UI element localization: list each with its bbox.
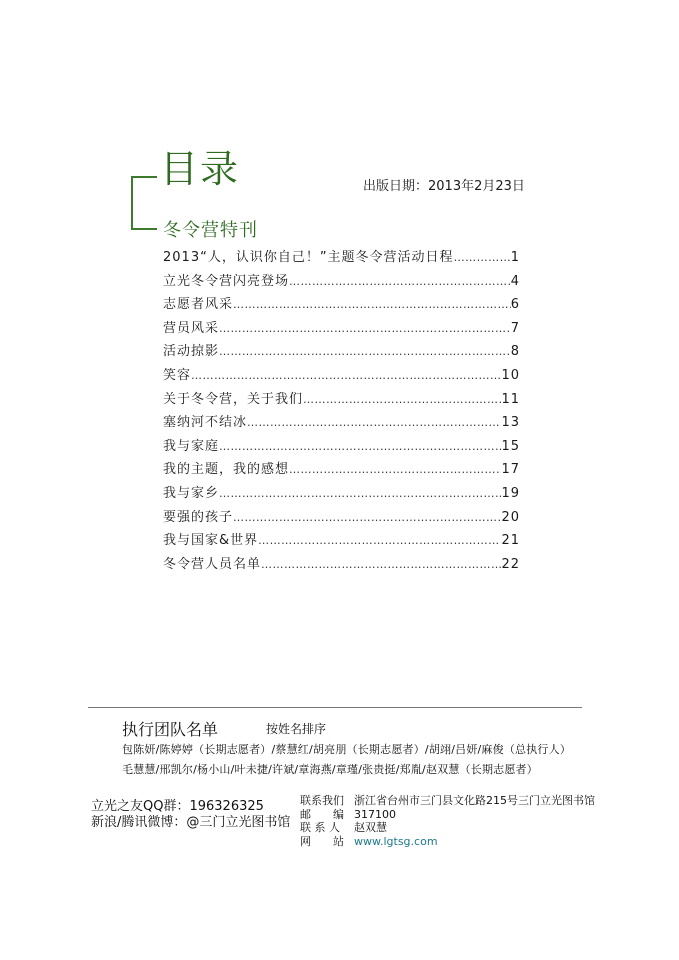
toc-page: 22 (501, 556, 520, 572)
contact-postcode: 317100 (354, 807, 396, 821)
toc-page: 15 (501, 438, 520, 454)
table-of-contents (163, 246, 520, 576)
toc-page: 19 (501, 485, 520, 501)
toc-label: 我与家庭 (163, 438, 220, 454)
toc-leader (261, 558, 501, 571)
contact-key: 网 站 (300, 834, 344, 848)
toc-label: 立光冬令营闪亮登场 (163, 273, 290, 289)
contact-key: 联 系 人 (300, 821, 340, 834)
toc-leader (303, 393, 501, 406)
toc-page: 4 (510, 273, 520, 289)
toc-entry[interactable] (163, 411, 520, 435)
toc-leader (219, 487, 501, 500)
contact-address: 浙江省台州市三门县文化路215号三门立光图书馆 (354, 794, 595, 807)
toc-page: 17 (501, 462, 520, 478)
title-bracket-top (131, 176, 157, 178)
toc-page: 20 (501, 509, 520, 525)
toc-page: 21 (501, 533, 520, 549)
toc-label: 2013“人，认识你自己！”主题冬令营活动日程 (163, 250, 454, 265)
toc-entry[interactable] (163, 529, 520, 553)
page-title: 目录 (160, 147, 241, 191)
contact-row (300, 821, 595, 835)
toc-page: 10 (501, 367, 520, 383)
toc-leader (219, 440, 501, 453)
toc-entry[interactable] (163, 553, 520, 577)
toc-leader (258, 534, 501, 547)
toc-label: 活动掠影 (163, 344, 220, 360)
toc-leader (247, 416, 501, 429)
toc-leader (219, 345, 511, 358)
toc-entry[interactable] (163, 364, 520, 388)
toc-leader (233, 298, 511, 311)
toc-label: 关于冬令营，关于我们 (163, 391, 304, 407)
toc-page: 6 (510, 297, 520, 313)
toc-entry[interactable] (163, 482, 520, 506)
contact-key: 联系我们 (300, 794, 344, 807)
toc-leader (219, 322, 511, 335)
team-members-line: 包陈妍/陈婷婷（长期志愿者）/蔡慧红/胡亮朋（长期志愿者）/胡翊/吕妍/麻俊（总执行人） (122, 743, 572, 756)
toc-label: 笑容 (163, 367, 192, 383)
toc-leader (454, 251, 511, 264)
toc-entry[interactable] (163, 317, 520, 341)
contact-person: 赵双慧 (354, 821, 387, 834)
toc-page: 7 (510, 320, 520, 336)
toc-page: 1 (510, 250, 520, 265)
toc-entry[interactable] (163, 246, 520, 270)
toc-label: 塞纳河不结冰 (163, 415, 248, 431)
toc-leader (289, 463, 501, 476)
toc-entry[interactable] (163, 340, 520, 364)
contact-row (300, 808, 595, 822)
toc-label: 志愿者风采 (163, 297, 234, 313)
toc-label: 我与家乡 (163, 485, 220, 501)
contact-block (300, 794, 595, 848)
toc-leader (289, 275, 511, 288)
toc-entry[interactable] (163, 458, 520, 482)
qq-group: 立光之友QQ群：196326325 (91, 799, 264, 814)
website-link[interactable]: www.lgtsg.com (354, 834, 438, 848)
contact-key: 邮 编 (300, 807, 344, 821)
section-subtitle: 冬令营特刊 (163, 220, 258, 241)
toc-label: 我与国家&世界 (163, 533, 259, 549)
team-subtitle: 按姓名排序 (266, 722, 327, 736)
team-title: 执行团队名单 (122, 720, 219, 739)
toc-page: 11 (501, 391, 520, 407)
contact-row (300, 794, 595, 808)
toc-entry[interactable] (163, 270, 520, 294)
toc-label: 冬令营人员名单 (163, 556, 262, 572)
toc-entry[interactable] (163, 388, 520, 412)
toc-entry[interactable] (163, 293, 520, 317)
toc-page: 8 (510, 344, 520, 360)
title-bracket-vertical (131, 176, 133, 229)
toc-leader (233, 511, 501, 524)
weibo-handle: 新浪/腾讯微博：@三门立光图书馆 (91, 815, 291, 830)
contact-row (300, 835, 595, 849)
title-bracket-bottom (131, 228, 157, 230)
toc-entry[interactable] (163, 506, 520, 530)
toc-label: 要强的孩子 (163, 509, 234, 525)
toc-leader (191, 369, 501, 382)
toc-label: 我的主题，我的感想 (163, 462, 290, 478)
publication-date: 出版日期：2013年2月23日 (363, 179, 525, 194)
team-members-line: 毛慧慧/邢凯尔/杨小山/叶未捷/许斌/章海燕/章瑾/张贵挺/郑胤/赵双慧（长期志愿者） (122, 763, 538, 776)
section-divider (88, 707, 582, 708)
toc-entry[interactable] (163, 435, 520, 459)
toc-label: 营员风采 (163, 320, 220, 336)
toc-page: 13 (501, 415, 520, 431)
